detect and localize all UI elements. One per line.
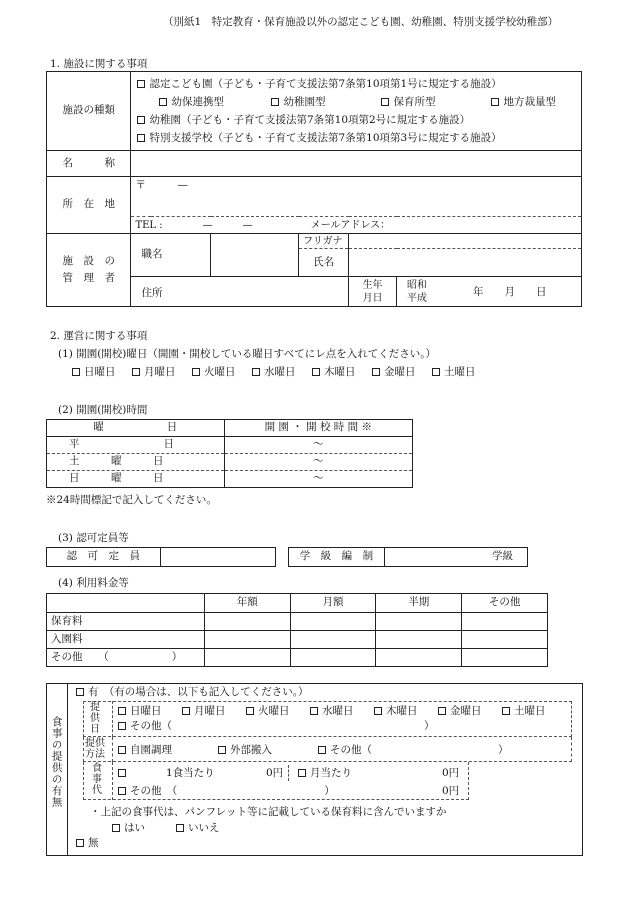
sat-checkbox[interactable]	[432, 368, 440, 376]
hours-time-sun[interactable]: ～	[224, 471, 412, 488]
thu-checkbox[interactable]	[312, 368, 320, 376]
answer-no-label: いいえ	[188, 822, 220, 834]
fee-head-year: 年額	[204, 594, 290, 613]
meal-wed-label: 水曜日	[322, 705, 354, 717]
manager-label: 施 設 の 管 理 者	[47, 234, 131, 307]
fee-cell[interactable]	[462, 631, 548, 649]
fee-cell[interactable]	[204, 649, 290, 667]
contact-row[interactable]	[131, 217, 582, 234]
youchien-label: 幼稚園（子ども・子育て支援法第7条第10項第2号に規定する施設）	[149, 114, 471, 126]
type-renkei-checkbox[interactable]	[159, 98, 167, 106]
per-month-label: 月当たり	[310, 767, 352, 779]
meal-answers	[112, 822, 220, 836]
per-meal-option	[118, 767, 215, 781]
sun-checkbox[interactable]	[72, 368, 80, 376]
mon-label: 月曜日	[144, 366, 176, 378]
meal-day-checkboxes	[118, 705, 546, 719]
tokubetsu-checkbox[interactable]	[137, 134, 145, 142]
section1-title: 1. 施設に関する事項	[50, 58, 148, 70]
capacity-table	[46, 547, 276, 567]
fee-table	[46, 593, 548, 667]
answer-yes-checkbox[interactable]	[112, 824, 120, 832]
fee-row-other: その他 （ ）	[47, 649, 205, 667]
per-meal-checkbox[interactable]	[118, 769, 126, 777]
fee-cell[interactable]	[462, 649, 548, 667]
capacity-field[interactable]	[160, 548, 275, 567]
meal-tue-checkbox[interactable]	[246, 707, 254, 715]
thu-label: 木曜日	[324, 366, 356, 378]
meal-no-checkbox[interactable]	[76, 839, 84, 847]
q3-label: (3) 認可定員等	[58, 532, 129, 544]
class-unit: 学級	[492, 550, 513, 563]
hours-day-sat: 土 曜 日	[47, 454, 225, 471]
post-field[interactable]	[211, 234, 299, 277]
hours-note: ※24時間標記で記入してください。	[46, 494, 217, 506]
kodomoen-label: 認定こども園（子ども・子育て支援法第7条第10項第1号に規定する施設）	[149, 78, 502, 90]
meal-wed-checkbox[interactable]	[310, 707, 318, 715]
hours-day-weekday: 平 日	[47, 437, 225, 454]
per-month-option	[298, 767, 352, 781]
residence-field[interactable]	[131, 277, 349, 307]
method-other-label[interactable]: その他（ ）	[330, 744, 509, 756]
type-hoikusho-checkbox[interactable]	[381, 98, 389, 106]
fee-head-blank	[47, 594, 205, 613]
fee-cell[interactable]	[204, 631, 290, 649]
section2-title: 2. 運営に関する事項	[50, 330, 148, 342]
fee-cell[interactable]	[290, 631, 376, 649]
hours-time-sat[interactable]: ～	[224, 454, 412, 471]
postal-code: 〒 —	[135, 179, 188, 191]
sun-label: 日曜日	[84, 366, 116, 378]
facility-kind-options	[131, 72, 582, 151]
meal-method-label: 提供方法	[85, 738, 105, 760]
wed-label: 水曜日	[264, 366, 296, 378]
meal-day-label: 提供日	[90, 702, 100, 735]
per-meal-label: 1食当たり	[166, 767, 215, 779]
meal-yes-option	[76, 686, 309, 700]
fee-cell[interactable]	[462, 613, 548, 631]
method-own-label: 自園調理	[130, 744, 172, 756]
meal-no-option	[76, 837, 99, 851]
q1-label: (1) 開園(開校)曜日（開園・開校している曜日すべてにレ点を入れてください。）	[58, 348, 436, 360]
meal-mon-label: 月曜日	[194, 705, 226, 717]
person-name-field[interactable]	[349, 249, 582, 277]
birth-field[interactable]	[397, 277, 582, 307]
meal-cost-divider	[288, 765, 289, 781]
other-cost-label[interactable]: その他 （ ）	[130, 785, 335, 797]
fee-head-month: 月額	[290, 594, 376, 613]
other-cost-value[interactable]: 0円	[442, 785, 460, 797]
mail-label: メールアドレス：	[310, 219, 391, 231]
fee-cell[interactable]	[376, 613, 462, 631]
hours-head-time: 開 園 ・ 開 校 時 間 ※	[224, 420, 412, 437]
wed-checkbox[interactable]	[252, 368, 260, 376]
answer-yes-label: はい	[124, 822, 145, 834]
facility-table	[46, 71, 582, 307]
youchien-checkbox[interactable]	[137, 116, 145, 124]
birth-label: 生年 月日	[349, 277, 397, 307]
other-cost-checkbox[interactable]	[118, 787, 126, 795]
meal-thu-label: 木曜日	[386, 705, 418, 717]
meal-yes-label: 有 （有の場合は、以下も記入してください。）	[88, 686, 309, 698]
meal-no-label: 無	[88, 837, 99, 849]
fee-row-entrance: 入園料	[47, 631, 205, 649]
per-month-checkbox[interactable]	[298, 769, 306, 777]
fee-cell[interactable]	[376, 649, 462, 667]
meal-thu-checkbox[interactable]	[374, 707, 382, 715]
method-external-label: 外部搬入	[230, 744, 272, 756]
fee-cell[interactable]	[290, 649, 376, 667]
type-chiho-label: 地方裁量型	[503, 96, 556, 108]
post-label: 職名	[131, 234, 211, 277]
address-label: 所 在 地	[47, 177, 131, 234]
meal-cost-label: 食事代	[92, 763, 102, 796]
mon-checkbox[interactable]	[132, 368, 140, 376]
kodomoen-checkbox[interactable]	[137, 80, 145, 88]
person-name-label: 氏名	[299, 249, 349, 277]
class-label: 学 級 編 制	[289, 548, 385, 567]
meal-fri-label: 金曜日	[450, 705, 482, 717]
era-label: 昭和 平成	[407, 279, 428, 304]
residence-label: 住所	[141, 286, 163, 299]
facility-kind-label: 施設の種類	[47, 72, 131, 151]
hours-time-weekday[interactable]: ～	[224, 437, 412, 454]
page-header: （別紙1 特定教育・保育施設以外の認定こども園、幼稚園、特別支援学校幼稚部）	[163, 16, 559, 28]
tel-label: TEL : — —	[135, 219, 253, 231]
type-youchien-label: 幼稚園型	[283, 96, 326, 108]
tokubetsu-label: 特別支援学校（子ども・子育て支援法第7条第10項第3号に規定する施設）	[149, 132, 502, 144]
meal-side-label: 食事の提供の有無	[50, 716, 63, 808]
fee-cell[interactable]	[290, 613, 376, 631]
ymd-label: 年 月 日	[473, 285, 547, 298]
name-label: 名 称	[47, 151, 131, 177]
type-youchien-checkbox[interactable]	[271, 98, 279, 106]
tue-label: 火曜日	[204, 366, 236, 378]
name-field[interactable]	[131, 151, 582, 177]
weekday-checkboxes	[72, 366, 476, 380]
per-meal-value[interactable]: 0円	[266, 767, 284, 779]
meal-yes-checkbox[interactable]	[76, 688, 84, 696]
meal-tue-label: 火曜日	[258, 705, 290, 717]
furigana-label: フリガナ	[299, 234, 349, 249]
hours-head-day: 曜 日	[47, 420, 225, 437]
class-field[interactable]	[384, 548, 527, 567]
q4-label: (4) 利用料金等	[58, 577, 129, 589]
method-other-checkbox[interactable]	[318, 746, 326, 754]
meal-day-other-label[interactable]: その他（ ）	[130, 720, 435, 732]
type-hoikusho-label: 保育所型	[393, 96, 436, 108]
type-chiho-checkbox[interactable]	[491, 98, 499, 106]
per-month-value[interactable]: 0円	[442, 767, 460, 779]
meal-method-options	[118, 744, 509, 758]
meal-sat-checkbox[interactable]	[502, 707, 510, 715]
fee-row-tuition: 保育料	[47, 613, 205, 631]
method-own-checkbox[interactable]	[118, 746, 126, 754]
answer-no-checkbox[interactable]	[176, 824, 184, 832]
other-cost-option	[118, 785, 335, 799]
type-renkei-label: 幼保連携型	[171, 96, 224, 108]
hours-day-sun: 日 曜 日	[47, 471, 225, 488]
fee-cell[interactable]	[204, 613, 290, 631]
tue-checkbox[interactable]	[192, 368, 200, 376]
furigana-field[interactable]	[349, 234, 582, 249]
meal-day-other-checkbox[interactable]	[118, 722, 126, 730]
meal-fri-checkbox[interactable]	[438, 707, 446, 715]
fee-head-other: その他	[462, 594, 548, 613]
fri-label: 金曜日	[384, 366, 416, 378]
fri-checkbox[interactable]	[372, 368, 380, 376]
capacity-label: 認 可 定 員	[47, 548, 161, 567]
meal-day-other-option	[118, 720, 435, 734]
fee-head-half: 半期	[376, 594, 462, 613]
fee-cell[interactable]	[376, 631, 462, 649]
method-external-checkbox[interactable]	[218, 746, 226, 754]
meal-sun-checkbox[interactable]	[118, 707, 126, 715]
meal-sat-label: 土曜日	[514, 705, 546, 717]
meal-question: ・上記の食事代は、パンフレット等に記載している保育料に含んでいますか	[90, 806, 447, 818]
hours-table	[46, 419, 413, 488]
q2-label: (2) 開園(開校)時間	[58, 404, 148, 416]
meal-sun-label: 日曜日	[130, 705, 162, 717]
meal-mon-checkbox[interactable]	[182, 707, 190, 715]
sat-label: 土曜日	[444, 366, 476, 378]
class-table	[288, 547, 528, 567]
address-field[interactable]	[131, 177, 582, 217]
